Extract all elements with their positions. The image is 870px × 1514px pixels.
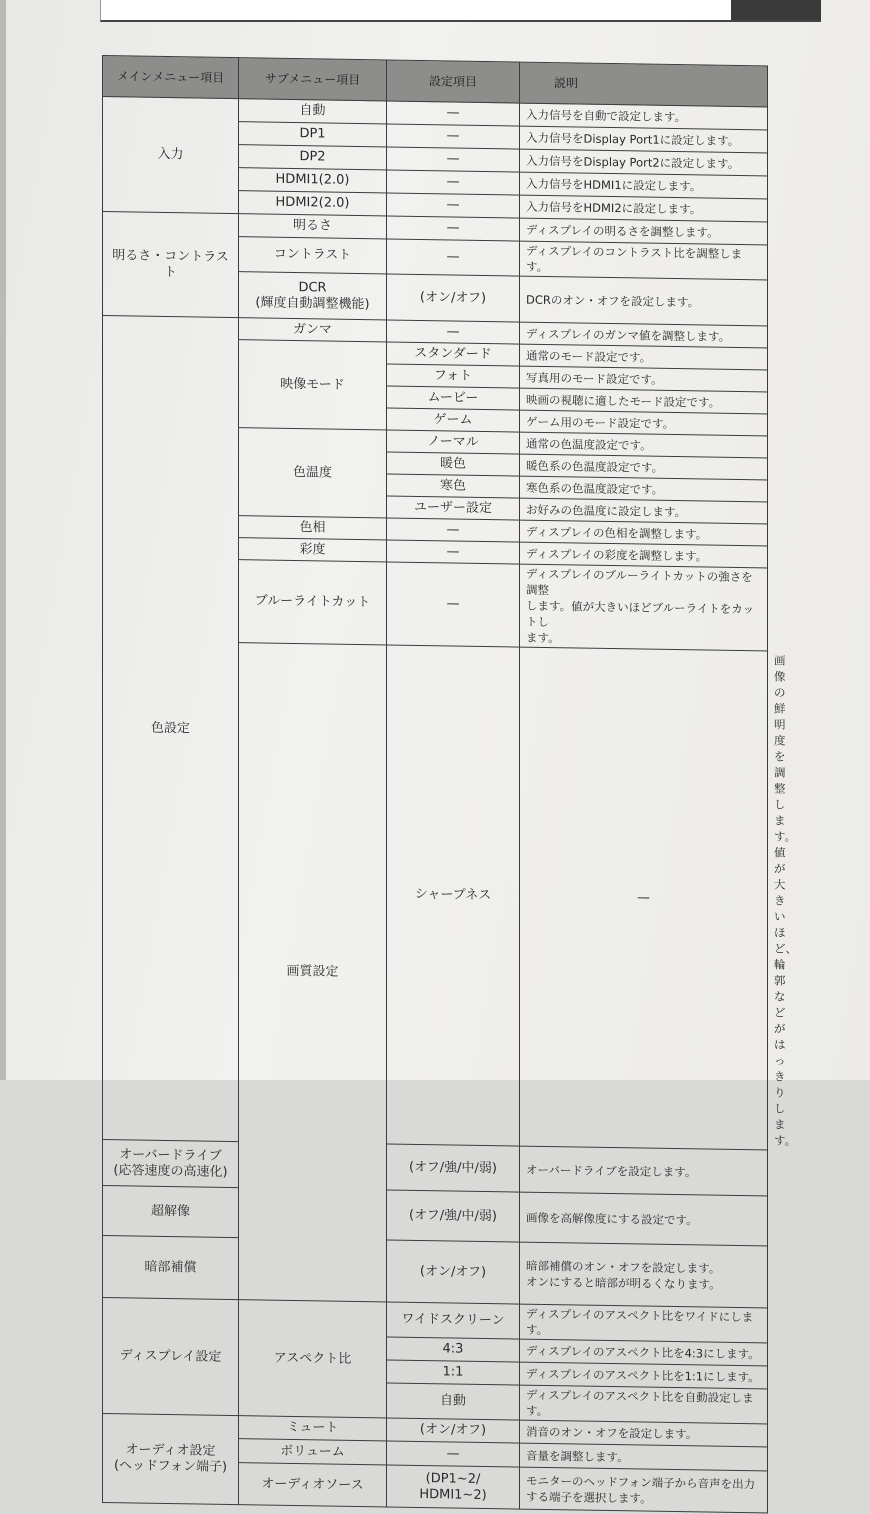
sub-item: 明るさ: [239, 214, 387, 239]
description: ディスプレイのアスペクト比を自動設定します。: [520, 1385, 768, 1424]
group-quality: 画質設定: [239, 643, 387, 1302]
table-row: 画質設定 シャープネス — 画像の鮮明度を調整します。 値が大きいほど、輪郭などがはっきりします。: [103, 641, 768, 1150]
sub-item: DP1: [239, 122, 387, 147]
osd-menu-table: [102, 55, 797, 1513]
description: 写真用のモード設定です。: [520, 366, 768, 392]
sub-item: ガンマ: [239, 318, 387, 342]
setting-value: —: [387, 518, 520, 542]
description: 入力信号をHDMI2に設定します。: [520, 195, 768, 222]
setting-value-multiline: [387, 1465, 520, 1509]
setting-value: —: [387, 562, 520, 647]
description: オーバードライブを設定します。: [520, 1146, 768, 1196]
setting-value: (オフ/強/中/弱): [387, 1144, 520, 1192]
setting-value: フォト: [387, 364, 520, 388]
sub-item: ミュート: [239, 1416, 387, 1441]
setting-value: —: [387, 124, 520, 149]
description: 入力信号をHDMI1に設定します。: [520, 172, 768, 199]
setting-value: —: [387, 320, 520, 344]
description: 画像を高解像度にする設定です。: [520, 1192, 768, 1246]
sub-item-line: (輝度自動調整機能): [255, 294, 370, 312]
sub-item: 彩度: [239, 538, 387, 562]
sub-item: HDMI1(2.0): [239, 168, 387, 193]
description-multiline: [520, 1467, 768, 1513]
sub-item: 自動: [239, 99, 387, 124]
header-setting: 設定項目: [387, 60, 520, 103]
setting-value: (オン/オフ): [387, 274, 520, 322]
setting-value: —: [387, 101, 520, 126]
setting-value: ユーザー設定: [387, 496, 520, 520]
description: ディスプレイの明るさを調整します。: [520, 218, 768, 245]
setting-value: —: [387, 193, 520, 218]
description: 暖色系の色温度設定です。: [520, 454, 768, 480]
setting-value: —: [520, 647, 768, 1150]
setting-value: ワイドスクリーン: [387, 1302, 520, 1339]
description-line: する端子を選択します。: [526, 1489, 652, 1506]
sub-item: DP2: [239, 145, 387, 170]
setting-value: 寒色: [387, 474, 520, 498]
sub-item-overdrive: [103, 1140, 239, 1188]
page-spine: [0, 0, 6, 1080]
setting-value: —: [387, 170, 520, 195]
sub-item-line: (応答速度の高速化): [113, 1162, 228, 1180]
description: ディスプレイのガンマ値を調整します。: [520, 322, 768, 348]
description-line: モニターのヘッドフォン端子から音声を出力: [526, 1473, 756, 1491]
description-multiline: [520, 1242, 768, 1308]
sub-item-color-temp: 色温度: [239, 428, 387, 518]
description: 音量を調整します。: [520, 1443, 768, 1471]
table-row: [103, 1236, 768, 1308]
setting-value: —: [387, 239, 520, 276]
setting-value: 4:3: [387, 1337, 520, 1362]
sub-item-dcr: [239, 272, 387, 320]
group-audio: [103, 1414, 239, 1505]
setting-value: ゲーム: [387, 408, 520, 432]
menu-table-wrapper: [102, 55, 797, 1513]
setting-value: ノーマル: [387, 430, 520, 454]
header-main-menu: メインメニュー項目: [103, 56, 239, 99]
description-line: します。値が大きいほどブルーライトをカットし: [526, 598, 755, 630]
description: 寒色系の色温度設定です。: [520, 476, 768, 502]
sub-item: HDMI2(2.0): [239, 191, 387, 216]
group-brightness: 明るさ・コントラスト: [103, 212, 239, 318]
description-line: オンにすると暗部が明るくなります。: [526, 1274, 721, 1292]
setting-value: 1:1: [387, 1360, 520, 1385]
setting-line: (DP1~2/: [425, 1470, 481, 1487]
sub-item-video-mode: 映像モード: [239, 340, 387, 430]
setting-value: (オン/オフ): [387, 1240, 520, 1304]
sub-item: 色相: [239, 516, 387, 540]
description: ディスプレイのアスペクト比を4:3にします。: [520, 1339, 768, 1366]
group-input: 入力: [103, 97, 239, 214]
top-page-edge: [100, 0, 821, 22]
description: ゲーム用のモード設定です。: [520, 410, 768, 436]
setting-value: —: [387, 1441, 520, 1467]
sub-item: オーディオソース: [239, 1463, 387, 1507]
description: ディスプレイのアスペクト比を1:1にします。: [520, 1362, 768, 1389]
description: 入力信号を自動で設定します。: [520, 103, 768, 130]
sub-item: 暗部補償: [103, 1236, 239, 1300]
description-line: 暗部補償のオン・オフを設定します。: [526, 1258, 721, 1276]
group-audio-line: (ヘッドフォン端子): [113, 1458, 228, 1475]
setting-value: —: [387, 216, 520, 241]
sub-item: ブルーライトカット: [239, 560, 387, 645]
setting-value: スタンダード: [387, 342, 520, 366]
setting-value: (オン/オフ): [387, 1418, 520, 1443]
description: ディスプレイの彩度を調整します。: [520, 542, 768, 568]
description: 入力信号をDisplay Port2に設定します。: [520, 149, 768, 176]
setting-value: —: [387, 540, 520, 564]
setting-value: —: [387, 147, 520, 172]
group-audio-line: オーディオ設定: [125, 1442, 216, 1459]
description-multiline: [520, 564, 768, 651]
header-sub-menu: サブメニュー項目: [239, 58, 387, 101]
top-dark-block: [731, 0, 821, 20]
description-line: ディスプレイのブルーライトカットの強さを調整: [526, 566, 753, 598]
group-display: ディスプレイ設定: [103, 1298, 239, 1416]
setting-value: 自動: [387, 1383, 520, 1420]
setting-line: HDMI1~2): [419, 1486, 487, 1503]
description: 入力信号をDisplay Port1に設定します。: [520, 126, 768, 153]
sub-item-line: オーバードライブ: [119, 1146, 222, 1164]
description: ディスプレイの色相を調整します。: [520, 520, 768, 546]
description: 通常の色温度設定です。: [520, 432, 768, 458]
setting-value: 暖色: [387, 452, 520, 476]
description: ディスプレイのアスペクト比をワイドにします。: [520, 1304, 768, 1343]
setting-value: (オフ/強/中/弱): [387, 1190, 520, 1242]
sub-item: シャープネス: [387, 645, 520, 1146]
setting-value: ムービー: [387, 386, 520, 410]
description: DCRのオン・オフを設定します。: [520, 276, 768, 326]
sub-item: ボリューム: [239, 1439, 387, 1465]
description: お好みの色温度に設定します。: [520, 498, 768, 524]
description: 消音のオン・オフを設定します。: [520, 1420, 768, 1447]
sub-item-line: DCR: [298, 279, 327, 296]
description: ディスプレイのコントラスト比を調整します。: [520, 241, 768, 280]
sub-item: コントラスト: [239, 237, 387, 274]
description-line: ます。: [526, 630, 560, 646]
group-color: 色設定: [103, 316, 239, 1142]
sub-item-aspect: アスペクト比: [239, 1300, 387, 1418]
sub-item: 超解像: [103, 1186, 239, 1238]
description: 通常のモード設定です。: [520, 344, 768, 370]
description: 映画の視聴に適したモード設定です。: [520, 388, 768, 414]
header-description: 説明: [520, 62, 768, 107]
